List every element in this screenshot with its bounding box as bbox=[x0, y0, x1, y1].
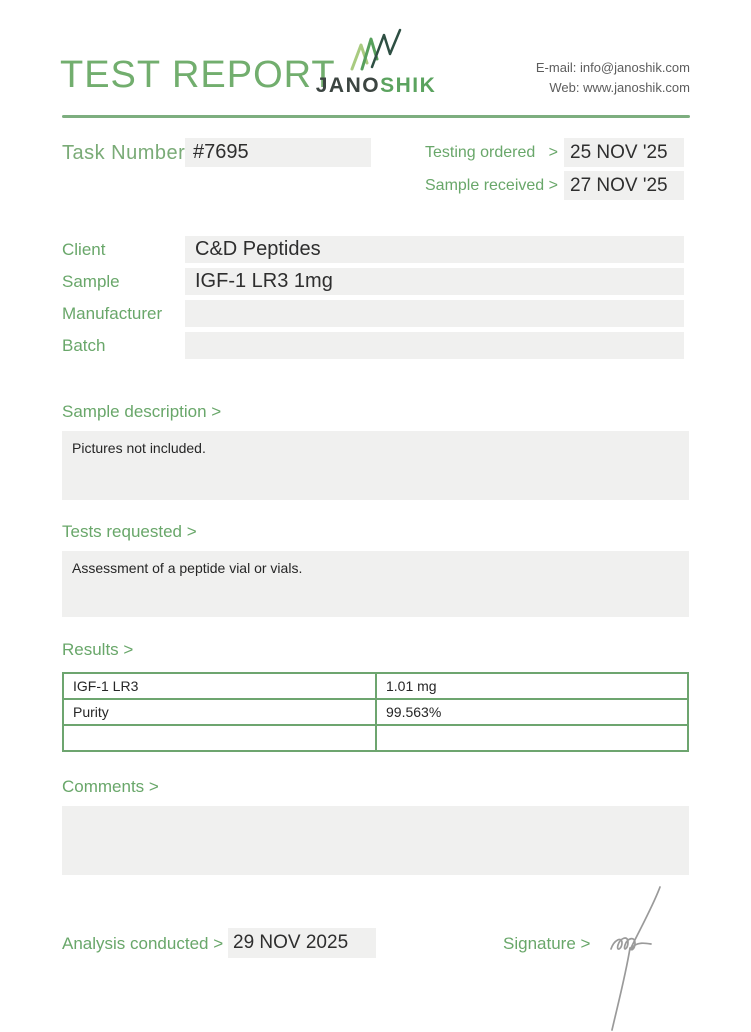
dates-block bbox=[425, 138, 684, 204]
contact-web: Web: www.janoshik.com bbox=[549, 80, 690, 96]
handwritten-signature bbox=[598, 884, 688, 1032]
sample-received-row bbox=[425, 171, 684, 200]
result-name: Purity bbox=[63, 699, 376, 725]
manufacturer-row bbox=[62, 300, 684, 327]
brand-green: SHIK bbox=[380, 74, 437, 97]
page-title: TEST REPORT bbox=[60, 54, 336, 96]
sample-value: IGF-1 LR3 1mg bbox=[185, 268, 684, 295]
table-row bbox=[63, 725, 688, 751]
manufacturer-label: Manufacturer bbox=[62, 303, 163, 323]
chart-logo-icon bbox=[345, 28, 407, 72]
task-number-value: #7695 bbox=[185, 138, 371, 167]
client-label: Client bbox=[62, 239, 106, 259]
email-value: info@janoshik.com bbox=[579, 60, 690, 75]
testing-ordered-row bbox=[425, 138, 684, 167]
result-name: IGF-1 LR3 bbox=[63, 673, 376, 699]
result-value: 1.01 mg bbox=[376, 673, 688, 699]
brand-dark: JANO bbox=[315, 74, 381, 97]
web-value: www.janoshik.com bbox=[583, 80, 690, 96]
testing-ordered-label: Testing ordered bbox=[425, 143, 536, 161]
analysis-conducted-label: Analysis conducted > bbox=[62, 934, 224, 953]
client-row bbox=[62, 236, 684, 263]
sample-received-value: 27 NOV '25 bbox=[564, 171, 684, 200]
results-heading: Results > bbox=[62, 640, 134, 659]
batch-value bbox=[185, 332, 684, 359]
results-table bbox=[62, 672, 689, 752]
signature-label: Signature > bbox=[503, 934, 591, 953]
arrow-glyph: > bbox=[548, 143, 558, 161]
table-row bbox=[63, 699, 688, 725]
task-number-label: Task Number bbox=[62, 142, 186, 164]
sample-description-heading: Sample description > bbox=[62, 402, 222, 421]
header-divider bbox=[62, 115, 690, 118]
brand-name bbox=[315, 74, 437, 98]
tests-requested-heading: Tests requested > bbox=[62, 522, 197, 541]
manufacturer-value bbox=[185, 300, 684, 327]
analysis-conducted-value: 29 NOV 2025 bbox=[228, 928, 376, 958]
testing-ordered-value: 25 NOV '25 bbox=[564, 138, 684, 167]
result-name bbox=[63, 725, 376, 751]
result-value: 99.563% bbox=[376, 699, 688, 725]
client-info-block bbox=[62, 236, 684, 364]
arrow-glyph: > bbox=[548, 176, 558, 194]
tests-requested-content: Assessment of a peptide vial or vials. bbox=[62, 551, 689, 617]
result-value bbox=[376, 725, 688, 751]
comments-heading: Comments > bbox=[62, 777, 159, 796]
sample-row bbox=[62, 268, 684, 295]
janoshik-logo bbox=[315, 28, 437, 98]
batch-row bbox=[62, 332, 684, 359]
contact-email: E-mail: info@janoshik.com bbox=[535, 60, 690, 75]
sample-description-content: Pictures not included. bbox=[62, 431, 689, 500]
contact-info bbox=[536, 58, 690, 98]
sample-label: Sample bbox=[62, 271, 120, 291]
table-row bbox=[63, 673, 688, 699]
client-value: C&D Peptides bbox=[185, 236, 684, 263]
sample-received-label: Sample received bbox=[425, 176, 545, 194]
batch-label: Batch bbox=[62, 335, 106, 355]
comments-content bbox=[62, 806, 689, 875]
